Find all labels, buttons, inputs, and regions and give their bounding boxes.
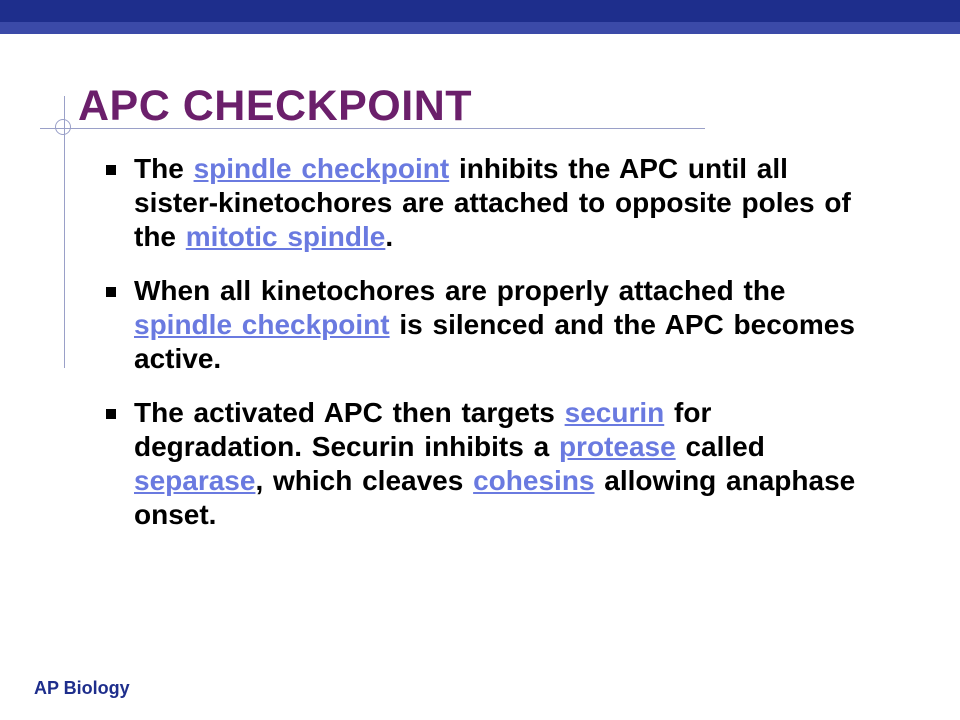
square-bullet-icon xyxy=(106,287,116,297)
footer-label: AP Biology xyxy=(34,678,130,698)
bullet-text: for degradation. Securin inhibits a xyxy=(134,397,712,462)
bullet-text: . xyxy=(385,221,394,252)
bullet-text: When all kinetochores are properly attached the xyxy=(134,275,786,306)
bullet-item xyxy=(104,396,864,532)
bullet-text: is silenced and the APC becomes active. xyxy=(134,309,855,374)
square-bullet-icon xyxy=(106,165,116,175)
bullet-item xyxy=(104,152,864,254)
bullet-list xyxy=(104,152,864,552)
hyperlink[interactable]: mitotic spindle xyxy=(185,221,386,252)
bullet-text: allowing anaphase onset. xyxy=(134,465,856,530)
square-bullet-icon xyxy=(106,409,116,419)
title-guide-line-vertical xyxy=(64,96,65,368)
bullet-text: called xyxy=(675,431,765,462)
bullet-text: The xyxy=(134,153,194,184)
hyperlink[interactable]: protease xyxy=(558,431,676,462)
slide-title: APC CHECKPOINT xyxy=(78,82,473,130)
hyperlink[interactable]: separase xyxy=(134,465,256,496)
crosshair-circle-icon xyxy=(55,119,71,135)
bullet-text: The activated APC then targets xyxy=(134,397,565,428)
bullet-text: inhibits the APC until all sister-kinetochores are attached to opposite poles of the xyxy=(134,153,851,252)
hyperlink[interactable]: spindle checkpoint xyxy=(134,309,390,340)
top-banner-light xyxy=(0,22,960,34)
hyperlink[interactable]: cohesins xyxy=(473,465,595,496)
hyperlink[interactable]: securin xyxy=(564,397,665,428)
top-banner-dark xyxy=(0,0,960,22)
bullet-text: , which cleaves xyxy=(255,465,474,496)
hyperlink[interactable]: spindle checkpoint xyxy=(193,153,450,184)
bullet-item xyxy=(104,274,864,376)
